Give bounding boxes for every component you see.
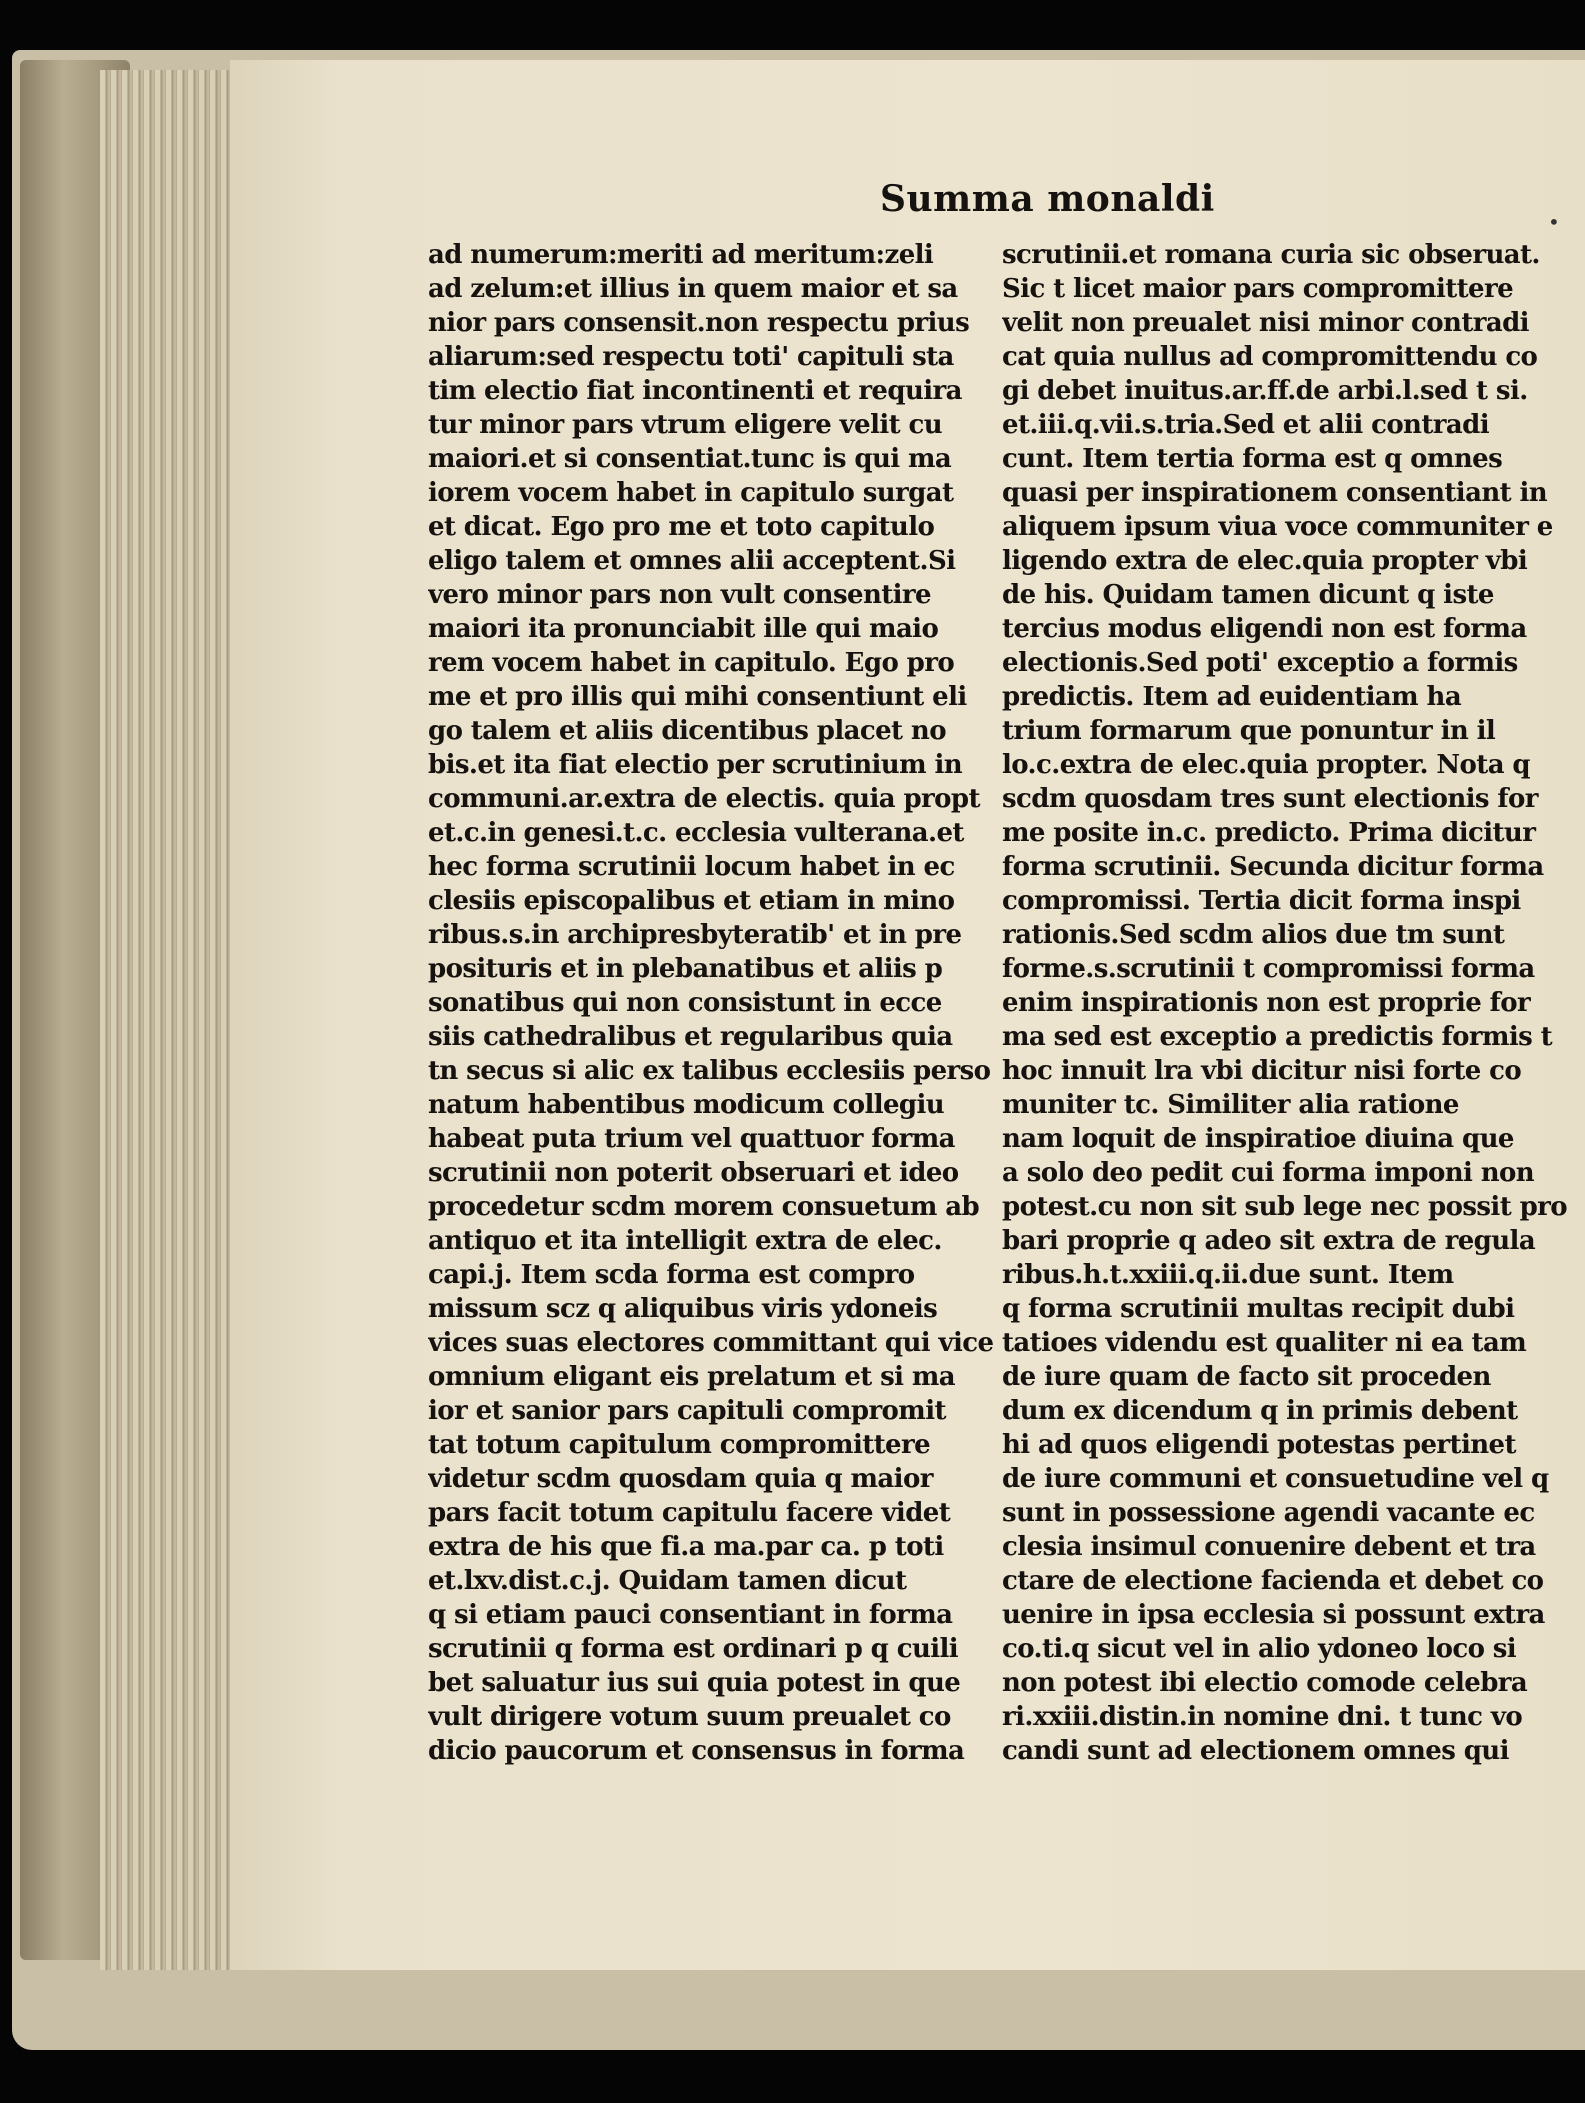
text-line: tatioes videndu est qualiter ni ea tam	[1002, 1328, 1527, 1358]
text-line: capi.j. Item scda forma est compro	[428, 1260, 915, 1290]
text-line: tat totum capitulum compromittere	[428, 1430, 931, 1460]
text-line: me posite in.c. predicto. Prima dicitur	[1002, 818, 1536, 848]
text-line: hi ad quos eligendi potestas pertinet	[1002, 1430, 1516, 1460]
text-line: sunt in possessione agendi vacante ec	[1002, 1498, 1535, 1528]
text-line: q si etiam pauci consentiant in forma	[428, 1600, 953, 1630]
text-line: trium formarum que ponuntur in il	[1002, 716, 1496, 746]
text-line: missum scz q aliquibus viris ydoneis	[428, 1294, 938, 1324]
text-line: gi debet inuitus.ar.ff.de arbi.l.sed t si.	[1002, 376, 1528, 406]
text-line: sonatibus qui non consistunt in ecce	[428, 988, 942, 1018]
text-line: potest.cu non sit sub lege nec possit pro	[1002, 1192, 1567, 1222]
text-line: pars facit totum capitulu facere videt	[428, 1498, 951, 1528]
text-line: aliarum:sed respectu toti' capituli sta	[428, 342, 954, 372]
text-line: tn secus si alic ex talibus ecclesiis perso	[428, 1056, 991, 1086]
text-line: de iure communi et consuetudine vel q	[1002, 1464, 1549, 1494]
text-line: de his. Quidam tamen dicunt q iste	[1002, 580, 1494, 610]
text-line: electionis.Sed poti' exceptio a formis	[1002, 648, 1518, 678]
text-line: procedetur scdm morem consuetum ab	[428, 1192, 980, 1222]
text-line: antiquo et ita intelligit extra de elec.	[428, 1226, 942, 1256]
text-line: co.ti.q sicut vel in alio ydoneo loco si	[1002, 1634, 1517, 1664]
text-line: enim inspirationis non est proprie for	[1002, 988, 1531, 1018]
text-line: ribus.s.in archipresbyteratib' et in pre	[428, 920, 962, 950]
text-line: scdm quosdam tres sunt electionis for	[1002, 784, 1538, 814]
text-line: vices suas electores committant qui vice	[428, 1328, 994, 1358]
right-column	[1002, 238, 1585, 1768]
text-line: bet saluatur ius sui quia potest in que	[428, 1668, 961, 1698]
text-line: compromissi. Tertia dicit forma inspi	[1002, 886, 1521, 916]
text-line: vero minor pars non vult consentire	[428, 580, 931, 610]
text-line: vult dirigere votum suum preualet co	[428, 1702, 951, 1732]
text-line: et.c.in genesi.t.c. ecclesia vulterana.et	[428, 818, 964, 848]
text-line: me et pro illis qui mihi consentiunt eli	[428, 682, 967, 712]
text-line: scrutinii.et romana curia sic obseruat.	[1002, 240, 1540, 270]
text-line: muniter tc. Similiter alia ratione	[1002, 1090, 1459, 1120]
text-line: uenire in ipsa ecclesia si possunt extra	[1002, 1600, 1545, 1630]
text-line: forma scrutinii. Secunda dicitur forma	[1002, 852, 1544, 882]
text-line: omnium eligant eis prelatum et si ma	[428, 1362, 956, 1392]
text-line: et.lxv.dist.c.j. Quidam tamen dicut	[428, 1566, 907, 1596]
text-line: Sic t licet maior pars compromittere	[1002, 274, 1514, 304]
text-line: bis.et ita fiat electio per scrutinium in	[428, 750, 963, 780]
text-line: et dicat. Ego pro me et toto capitulo	[428, 512, 935, 542]
text-line: ior et sanior pars capituli compromit	[428, 1396, 946, 1426]
text-line: nam loquit de inspiratioe diuina que	[1002, 1124, 1514, 1154]
text-line: lo.c.extra de elec.quia propter. Nota q	[1002, 750, 1530, 780]
text-line: clesia insimul conuenire debent et tra	[1002, 1532, 1536, 1562]
text-line: q forma scrutinii multas recipit dubi	[1002, 1294, 1515, 1324]
text-line: rationis.Sed scdm alios due tm sunt	[1002, 920, 1505, 950]
text-line: forme.s.scrutinii t compromissi forma	[1002, 954, 1535, 984]
text-line: natum habentibus modicum collegiu	[428, 1090, 945, 1120]
text-line: non potest ibi electio comode celebra	[1002, 1668, 1528, 1698]
text-line: clesiis episcopalibus et etiam in mino	[428, 886, 955, 916]
text-line: rem vocem habet in capitulo. Ego pro	[428, 648, 955, 678]
text-line: cat quia nullus ad compromittendu co	[1002, 342, 1538, 372]
text-line: extra de his que fi.a ma.par ca. p toti	[428, 1532, 944, 1562]
text-line: communi.ar.extra de electis. quia propt	[428, 784, 980, 814]
running-head: Summa monaldi	[880, 178, 1215, 220]
text-line: tercius modus eligendi non est forma	[1002, 614, 1527, 644]
text-line: ri.xxiii.distin.in nomine dni. t tunc vo	[1002, 1702, 1523, 1732]
folio-mark-icon: •	[1548, 210, 1560, 234]
text-line: ad zelum:et illius in quem maior et sa	[428, 274, 958, 304]
text-line: eligo talem et omnes alii acceptent.Si	[428, 546, 956, 576]
left-column	[428, 238, 1003, 1768]
text-line: candi sunt ad electionem omnes qui	[1002, 1736, 1509, 1766]
text-line: dum ex dicendum q in primis debent	[1002, 1396, 1518, 1426]
text-line: de iure quam de facto sit proceden	[1002, 1362, 1491, 1392]
text-line: hoc innuit lra vbi dicitur nisi forte co	[1002, 1056, 1522, 1086]
text-line: siis cathedralibus et regularibus quia	[428, 1022, 953, 1052]
text-line: aliquem ipsum viua voce communiter e	[1002, 512, 1553, 542]
text-line: bari proprie q adeo sit extra de regula	[1002, 1226, 1536, 1256]
text-line: scrutinii q forma est ordinari p q cuili	[428, 1634, 959, 1664]
text-line: ligendo extra de elec.quia propter vbi	[1002, 546, 1528, 576]
text-line: velit non preualet nisi minor contradi	[1002, 308, 1529, 338]
text-line: ma sed est exceptio a predictis formis t	[1002, 1022, 1553, 1052]
text-line: ad numerum:meriti ad meritum:zeli	[428, 240, 934, 270]
text-line: cunt. Item tertia forma est q omnes	[1002, 444, 1503, 474]
text-line: go talem et aliis dicentibus placet no	[428, 716, 946, 746]
text-line: posituris et in plebanatibus et aliis p	[428, 954, 943, 984]
text-line: et.iii.q.vii.s.tria.Sed et alii contradi	[1002, 410, 1489, 440]
text-line: videtur scdm quosdam quia q maior	[428, 1464, 933, 1494]
text-line: ribus.h.t.xxiii.q.ii.due sunt. Item	[1002, 1260, 1454, 1290]
text-line: predictis. Item ad euidentiam ha	[1002, 682, 1462, 712]
text-line: tim electio fiat incontinenti et requira	[428, 376, 962, 406]
text-line: dicio paucorum et consensus in forma	[428, 1736, 965, 1766]
text-line: maiori.et si consentiat.tunc is qui ma	[428, 444, 952, 474]
text-line: habeat puta trium vel quattuor forma	[428, 1124, 955, 1154]
page-edges	[100, 70, 250, 1970]
text-line: quasi per inspirationem consentiant in	[1002, 478, 1548, 508]
text-line: ctare de electione facienda et debet co	[1002, 1566, 1544, 1596]
text-line: maiori ita pronunciabit ille qui maio	[428, 614, 939, 644]
text-line: hec forma scrutinii locum habet in ec	[428, 852, 955, 882]
text-line: a solo deo pedit cui forma imponi non	[1002, 1158, 1535, 1188]
text-line: iorem vocem habet in capitulo surgat	[428, 478, 954, 508]
text-line: tur minor pars vtrum eligere velit cu	[428, 410, 943, 440]
text-line: nior pars consensit.non respectu prius	[428, 308, 970, 338]
text-line: scrutinii non poterit obseruari et ideo	[428, 1158, 959, 1188]
